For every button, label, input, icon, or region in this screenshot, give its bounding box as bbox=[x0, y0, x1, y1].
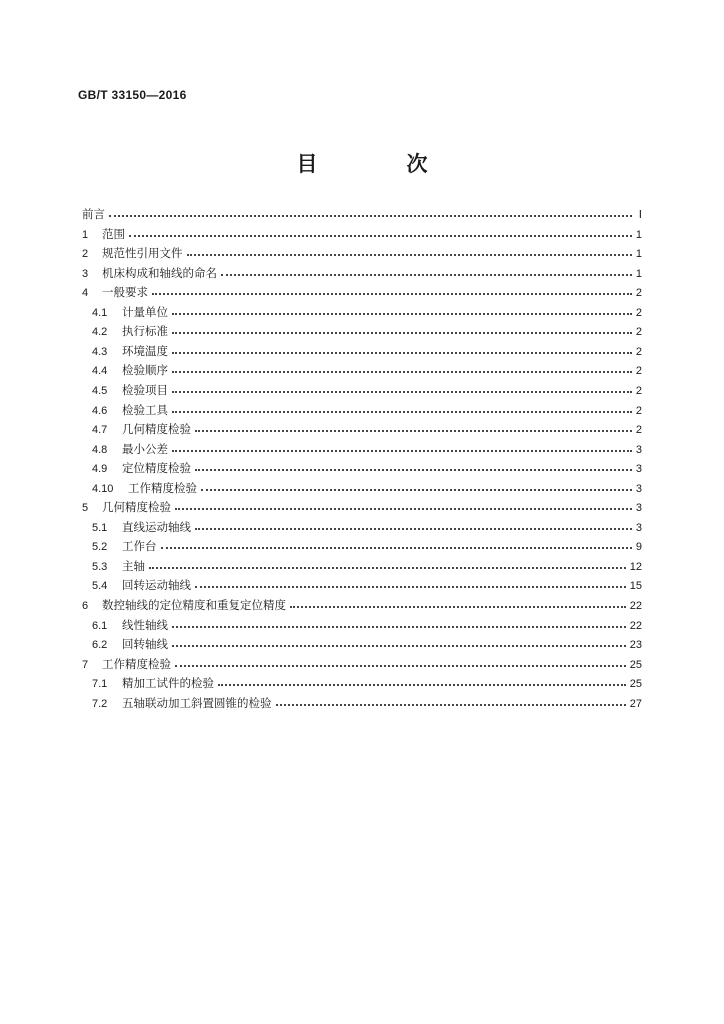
dot-leader bbox=[172, 619, 626, 629]
dot-leader bbox=[172, 638, 626, 648]
toc-title: 目 次 bbox=[296, 151, 462, 176]
toc-entry-number: 5 bbox=[82, 502, 89, 515]
toc-entry[interactable] bbox=[92, 618, 642, 633]
toc-entry-page: 3 bbox=[635, 521, 642, 534]
toc-entry-label: 直线运动轴线 bbox=[122, 519, 191, 534]
dot-leader bbox=[195, 462, 632, 472]
dot-leader bbox=[221, 267, 632, 277]
toc-entry-label: 回转运动轴线 bbox=[122, 578, 191, 593]
toc-entry-page: 1 bbox=[635, 248, 642, 261]
toc-entry-label: 几何精度检验 bbox=[102, 500, 171, 515]
toc-entry[interactable] bbox=[82, 598, 642, 613]
toc-entry-number: 5.3 bbox=[92, 560, 108, 573]
toc-entry-label: 回转轴线 bbox=[122, 637, 168, 652]
toc-entry-label: 最小公差 bbox=[122, 441, 168, 456]
toc-entry-page: 22 bbox=[629, 619, 642, 632]
toc-entry[interactable] bbox=[92, 520, 642, 535]
toc-entry-label: 定位精度检验 bbox=[122, 461, 191, 476]
toc-entry-page: 2 bbox=[635, 365, 642, 378]
toc-entry-page: 2 bbox=[635, 424, 642, 437]
toc-entry[interactable] bbox=[82, 500, 642, 515]
dot-leader bbox=[172, 384, 632, 394]
toc-entry-number: 4 bbox=[82, 287, 89, 300]
toc-entry-label: 一般要求 bbox=[102, 285, 148, 300]
toc-entry-page: 2 bbox=[635, 326, 642, 339]
toc-entry-number: 6.1 bbox=[92, 619, 108, 632]
dot-leader bbox=[129, 228, 632, 238]
toc-entry[interactable] bbox=[82, 657, 642, 672]
dot-leader bbox=[152, 286, 632, 296]
toc-entry[interactable] bbox=[82, 207, 642, 222]
toc-entry-page: 2 bbox=[635, 287, 642, 300]
toc-entry-number: 4.5 bbox=[92, 384, 108, 397]
toc-entry[interactable] bbox=[92, 344, 642, 359]
toc-entry-page: 15 bbox=[629, 580, 642, 593]
dot-leader bbox=[172, 325, 632, 335]
dot-leader bbox=[201, 482, 632, 492]
toc-entry-number: 4.7 bbox=[92, 424, 108, 437]
toc-entry-label: 线性轴线 bbox=[122, 617, 168, 632]
toc-entry-number: 4.2 bbox=[92, 326, 108, 339]
dot-leader bbox=[290, 599, 626, 609]
toc-entry-page: 3 bbox=[635, 443, 642, 456]
dot-leader bbox=[218, 677, 626, 687]
toc-entry[interactable] bbox=[92, 481, 642, 496]
toc-entry-number: 6.2 bbox=[92, 639, 108, 652]
toc-entry[interactable] bbox=[92, 637, 642, 652]
standard-number: GB/T 33150—2016 bbox=[78, 88, 187, 102]
toc-entry-page: 2 bbox=[635, 306, 642, 319]
toc-entry-label: 前言 bbox=[82, 207, 105, 221]
toc-entry-page: 22 bbox=[629, 600, 642, 612]
toc-entry[interactable] bbox=[82, 285, 642, 300]
toc-entry-number: 4.8 bbox=[92, 443, 108, 456]
toc-entry-number: 5.1 bbox=[92, 521, 108, 534]
toc-entry-number: 4.4 bbox=[92, 365, 108, 378]
toc-entry-label: 检验顺序 bbox=[122, 363, 168, 378]
toc-entry-label: 检验工具 bbox=[122, 402, 168, 417]
dot-leader bbox=[172, 443, 632, 453]
toc-entry-number: 2 bbox=[82, 248, 89, 261]
toc-entry-label: 环境温度 bbox=[122, 343, 168, 358]
toc-entry-label: 数控轴线的定位精度和重复定位精度 bbox=[102, 598, 286, 612]
dot-leader bbox=[172, 404, 632, 414]
dot-leader bbox=[175, 501, 632, 511]
toc-entry[interactable] bbox=[92, 363, 642, 378]
toc-entry-page: 9 bbox=[635, 541, 642, 554]
toc-entry-number: 4.6 bbox=[92, 404, 108, 417]
toc-entry[interactable] bbox=[82, 266, 642, 281]
toc-entry-number: 4.3 bbox=[92, 345, 108, 358]
toc-entry-label: 检验项目 bbox=[122, 382, 168, 397]
toc-entry-page: 2 bbox=[635, 384, 642, 397]
toc-entry[interactable] bbox=[92, 696, 642, 711]
dot-leader bbox=[172, 364, 632, 374]
toc-entry-label: 机床构成和轴线的命名 bbox=[102, 265, 217, 280]
toc-entry-page: Ⅰ bbox=[638, 209, 642, 221]
toc-entry-label: 主轴 bbox=[122, 558, 145, 573]
toc-entry-page: 3 bbox=[635, 502, 642, 515]
toc-entry[interactable] bbox=[92, 461, 642, 476]
toc-entry-page: 1 bbox=[635, 228, 642, 241]
toc-entry[interactable] bbox=[92, 422, 642, 437]
toc-entry[interactable] bbox=[92, 539, 642, 554]
toc-entry[interactable] bbox=[92, 305, 642, 320]
toc-entry-page: 1 bbox=[635, 267, 642, 280]
toc-entry[interactable] bbox=[92, 383, 642, 398]
dot-leader bbox=[187, 247, 632, 257]
toc-entry-number: 7.2 bbox=[92, 697, 108, 710]
dot-leader bbox=[109, 208, 632, 218]
toc-entry-label: 五轴联动加工斜置圆锥的检验 bbox=[122, 695, 272, 710]
toc-entry-page: 2 bbox=[635, 404, 642, 417]
toc-entry-number: 3 bbox=[82, 267, 89, 280]
toc-entry-number: 5.4 bbox=[92, 580, 108, 593]
toc-entry-label: 工作台 bbox=[122, 539, 157, 554]
toc-entry-page: 3 bbox=[635, 463, 642, 476]
toc-entry-label: 工作精度检验 bbox=[128, 480, 197, 495]
toc-entry-label: 精加工试件的检验 bbox=[122, 676, 214, 691]
toc-entry-page: 25 bbox=[629, 678, 642, 691]
toc-entry-page: 2 bbox=[635, 345, 642, 358]
toc-entry-label: 工作精度检验 bbox=[102, 656, 171, 671]
dot-leader bbox=[149, 560, 626, 570]
toc-entry-number: 4.1 bbox=[92, 306, 108, 319]
toc-entry-number: 4.9 bbox=[92, 463, 108, 476]
toc-entry-number: 7.1 bbox=[92, 678, 108, 691]
toc-entry[interactable] bbox=[92, 559, 642, 574]
toc-entry[interactable] bbox=[92, 676, 642, 691]
toc-entry-number: 7 bbox=[82, 658, 89, 671]
dot-leader bbox=[195, 423, 632, 433]
toc-entry-number: 6 bbox=[82, 600, 89, 612]
dot-leader bbox=[172, 306, 632, 316]
toc-entry-page: 12 bbox=[629, 560, 642, 573]
dot-leader bbox=[195, 579, 626, 589]
toc-entry-label: 计量单位 bbox=[122, 304, 168, 319]
dot-leader bbox=[195, 521, 632, 531]
toc-entry-number: 4.10 bbox=[92, 482, 114, 495]
dot-leader bbox=[161, 540, 632, 550]
dot-leader bbox=[276, 697, 626, 707]
dot-leader bbox=[175, 658, 626, 668]
toc-entry-label: 几何精度检验 bbox=[122, 422, 191, 437]
toc-entry-label: 范围 bbox=[102, 226, 125, 241]
toc-entry-label: 规范性引用文件 bbox=[102, 246, 183, 261]
dot-leader bbox=[172, 345, 632, 355]
toc-entry[interactable] bbox=[92, 324, 642, 339]
toc-entry[interactable] bbox=[92, 578, 642, 593]
toc-entry[interactable] bbox=[82, 227, 642, 242]
toc-entry-number: 5.2 bbox=[92, 541, 108, 554]
toc-entry-page: 25 bbox=[629, 658, 642, 671]
toc-entry[interactable] bbox=[92, 403, 642, 418]
toc-entry[interactable] bbox=[82, 246, 642, 261]
toc-entry-label: 执行标准 bbox=[122, 324, 168, 339]
toc-entry[interactable] bbox=[92, 442, 642, 457]
toc-entry-page: 3 bbox=[635, 482, 642, 495]
toc-entry-page: 23 bbox=[629, 639, 642, 652]
toc-entry-page: 27 bbox=[629, 697, 642, 710]
toc-entry-number: 1 bbox=[82, 228, 89, 241]
